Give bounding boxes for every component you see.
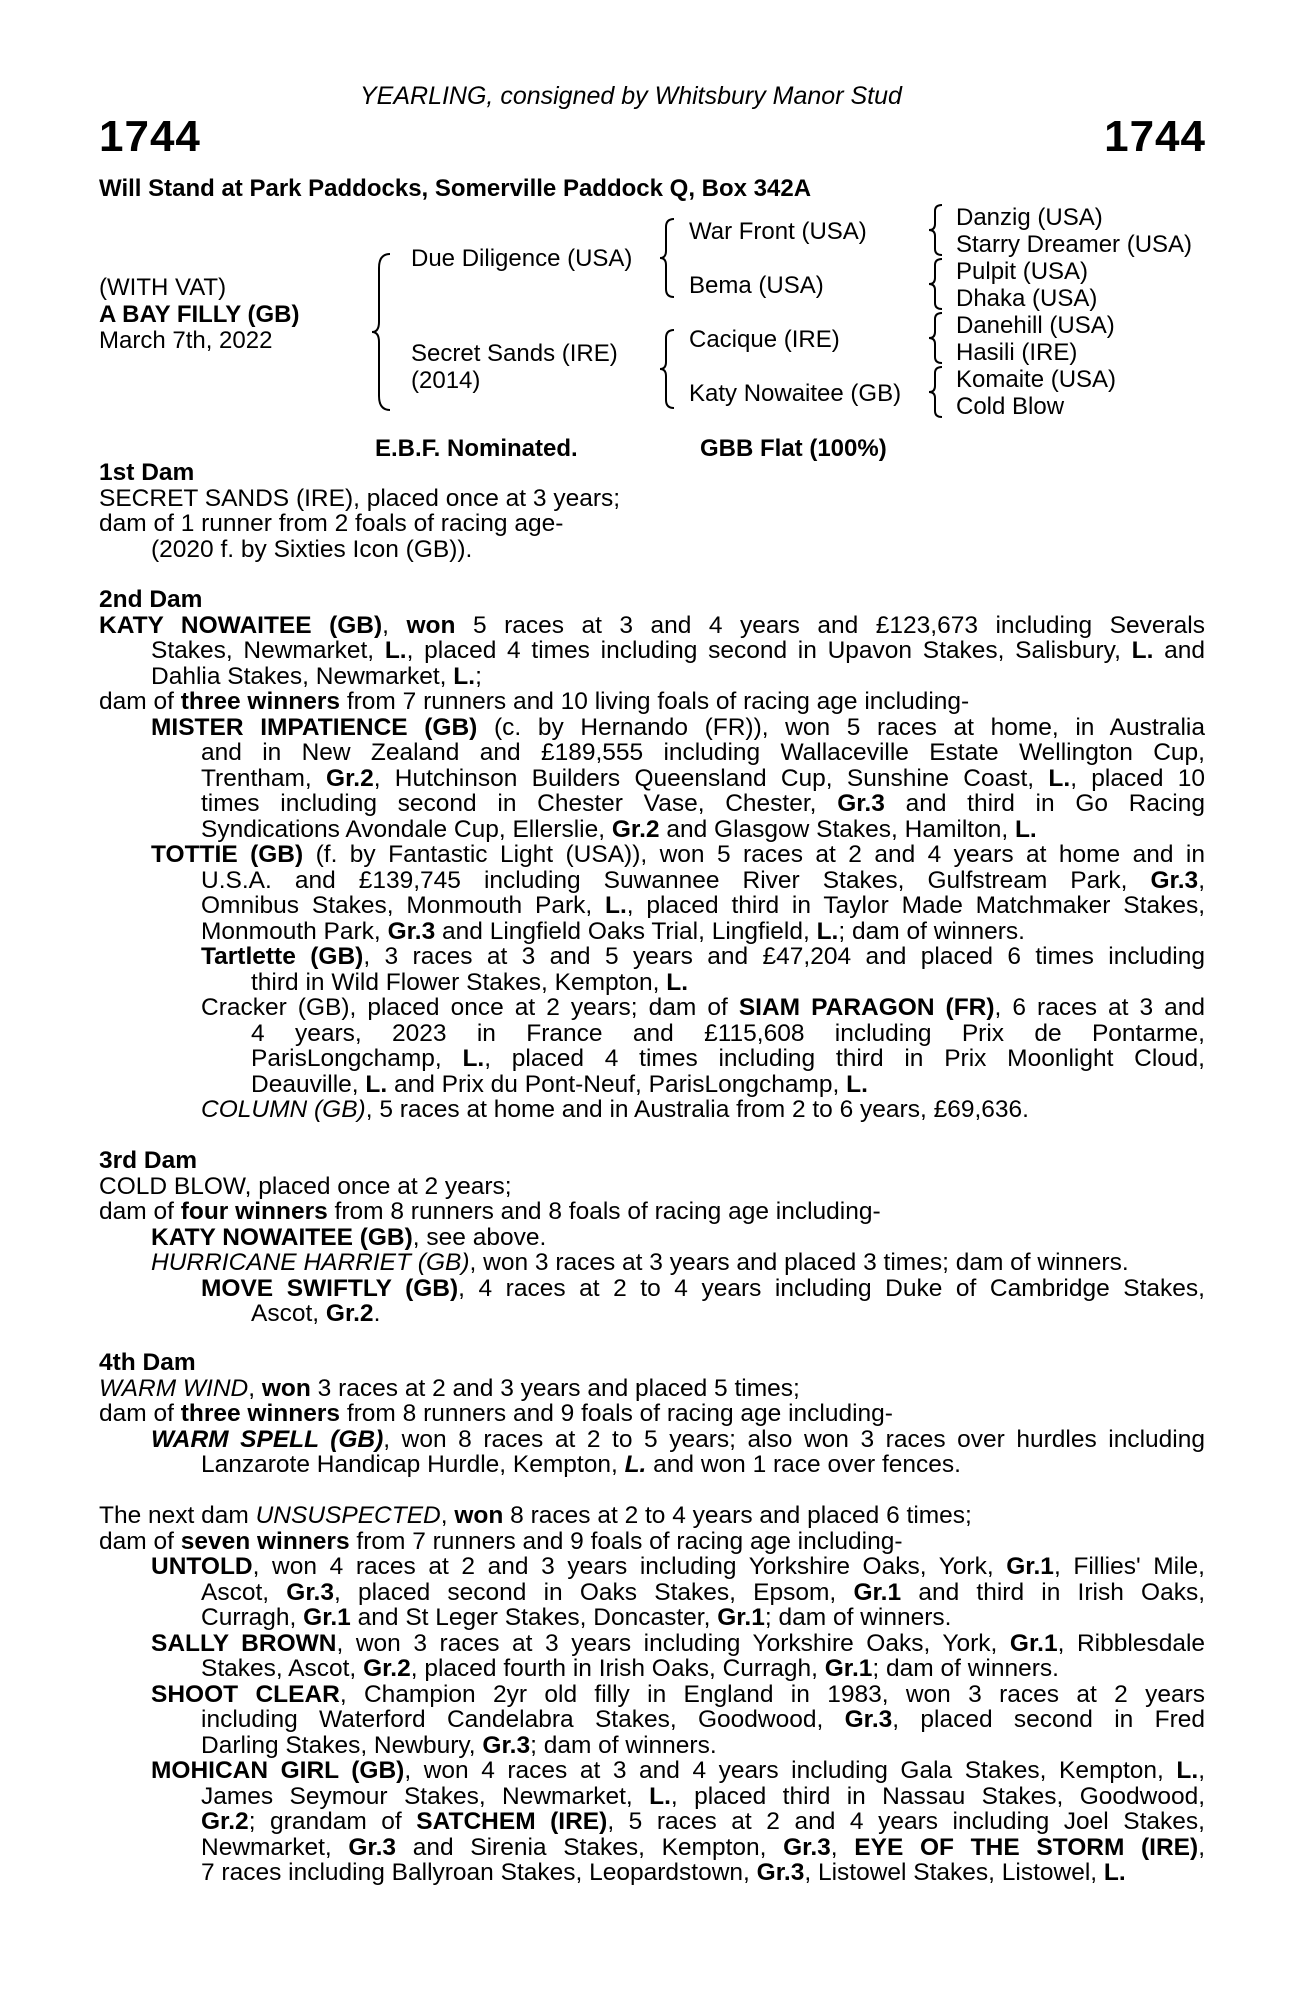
text-line: dam of four winners from 8 runners and 8 foals of racing age including- (99, 1198, 881, 1225)
text-line: Stakes, Ascot, Gr.2, placed fourth in Irish Oaks, Curragh, Gr.1; dam of winners. (201, 1655, 1059, 1682)
text-line: Cracker (GB), placed once at 2 years; dam of SIAM PARAGON (FR), 6 races at 3 and (201, 994, 1205, 1021)
text-line: including Waterford Candelabra Stakes, Goodwood, Gr.3, placed second in Fred (201, 1706, 1205, 1733)
ggs-4: Komaite (USA) (956, 366, 1117, 393)
text-line: dam of three winners from 7 runners and 10 living foals of racing age including- (99, 688, 970, 715)
vat-note: (WITH VAT) (99, 274, 227, 301)
brace-dam-parents (657, 328, 677, 410)
text-line: Ascot, Gr.2. (251, 1300, 381, 1327)
gbb-note: GBB Flat (100%) (700, 435, 887, 462)
brace-warfront (926, 203, 946, 257)
text-line: 4 years, 2023 in France and £115,608 including Prix de Pontarme, (251, 1019, 1205, 1047)
text-line: SALLY BROWN, won 3 races at 3 years including Yorkshire Oaks, York, Gr.1, Ribblesdale (151, 1629, 1206, 1657)
text-line: HURRICANE HARRIET (GB), won 3 races at 3 years and placed 3 times; dam of winners. (151, 1249, 1129, 1276)
text-line: (2020 f. by Sixties Icon (GB)). (151, 535, 473, 563)
text-line: MOHICAN GIRL (GB), won 4 races at 3 and 4 years including Gala Stakes, Kempton, L., (151, 1757, 1206, 1784)
text-line: Curragh, Gr.1 and St Leger Stakes, Doncaster, Gr.1; dam of winners. (201, 1604, 952, 1631)
text-line: dam of 1 runner from 2 foals of racing age- (99, 510, 564, 537)
text-line: The next dam UNSUSPECTED, won 8 races at 2 to 4 years and placed 6 times; (99, 1502, 972, 1529)
lot-number-right: 1744 (1104, 112, 1206, 161)
text-line: Omnibus Stakes, Monmouth Park, L., placed third in Taylor Made Matchmaker Stakes, (201, 892, 1205, 919)
dam-of-dam: Katy Nowaitee (GB) (689, 380, 902, 407)
brace-generation-1 (370, 252, 394, 412)
horse-name: A BAY FILLY (GB) (99, 301, 300, 328)
third-dam-section (99, 1148, 1205, 1327)
text-line: U.S.A. and £139,745 including Suwannee River Stakes, Gulfstream Park, Gr.3, (201, 866, 1205, 894)
text-line: Syndications Avondale Cup, Ellerslie, Gr.2 and Glasgow Stakes, Hamilton, L. (201, 815, 1037, 843)
foaling-date: March 7th, 2022 (99, 327, 273, 354)
text-line: Ascot, Gr.3, placed second in Oaks Stakes, Epsom, Gr.1 and third in Irish Oaks, (201, 1578, 1206, 1606)
text-line: TOTTIE (GB) (f. by Fantastic Light (USA)), won 5 races at 2 and 4 years at home and in (151, 841, 1205, 868)
text-line: KATY NOWAITEE (GB), see above. (151, 1223, 547, 1251)
text-line: third in Wild Flower Stakes, Kempton, L. (251, 968, 689, 996)
next-dam-section (99, 1503, 1205, 1886)
brace-sire-parents (657, 217, 677, 299)
text-line: James Seymour Stakes, Newmarket, L., placed third in Nassau Stakes, Goodwood, (201, 1782, 1205, 1810)
text-line: SHOOT CLEAR, Champion 2yr old filly in England in 1983, won 3 races at 2 years (151, 1680, 1205, 1708)
text-line: COLUMN (GB), 5 races at home and in Australia from 2 to 6 years, £69,636. (201, 1096, 1029, 1123)
text-line: WARM WIND, won 3 races at 2 and 3 years and placed 5 times; (99, 1374, 800, 1402)
ggd-4: Cold Blow (956, 393, 1065, 420)
text-line: MISTER IMPATIENCE (GB) (c. by Hernando (FR)), won 5 races at home, in Australia (151, 713, 1206, 741)
text-line: ParisLongchamp, L., placed 4 times including third in Prix Moonlight Cloud, (251, 1045, 1205, 1072)
section-heading: 1st Dam (99, 459, 195, 486)
brace-katy (926, 365, 946, 419)
text-line: Monmouth Park, Gr.3 and Lingfield Oaks Trial, Lingfield, L.; dam of winners. (201, 917, 1025, 945)
text-line: KATY NOWAITEE (GB), won 5 races at 3 and 4 years and £123,673 including Severals (99, 611, 1205, 639)
brace-cacique (926, 311, 946, 365)
text-line: SECRET SANDS (IRE), placed once at 3 years; (99, 484, 621, 512)
stand-location: Will Stand at Park Paddocks, Somerville Paddock Q, Box 342A (99, 175, 812, 202)
sire-of-sire: War Front (USA) (689, 218, 867, 245)
ggd-3: Hasili (IRE) (956, 339, 1078, 366)
dam: Secret Sands (IRE) (411, 340, 618, 367)
ggd-1: Starry Dreamer (USA) (956, 231, 1193, 258)
text-line: COLD BLOW, placed once at 2 years; (99, 1172, 512, 1200)
lot-number-left: 1744 (99, 112, 201, 161)
section-heading: 4th Dam (99, 1349, 196, 1376)
second-dam-section (99, 587, 1205, 1123)
text-line: Dahlia Stakes, Newmarket, L.; (151, 662, 482, 690)
section-heading: 3rd Dam (99, 1147, 198, 1174)
text-line: Stakes, Newmarket, L., placed 4 times including second in Upavon Stakes, Salisbury, L. and (151, 637, 1206, 664)
brace-bema (926, 257, 946, 311)
text-line: and in New Zealand and £189,555 including Wallaceville Estate Wellington Cup, (201, 739, 1205, 766)
dam-of-sire: Bema (USA) (689, 272, 824, 299)
text-line: Trentham, Gr.2, Hutchinson Builders Queensland Cup, Sunshine Coast, L., placed 10 (201, 764, 1205, 792)
ebf-note: E.B.F. Nominated. (375, 435, 578, 462)
sire-of-dam: Cacique (IRE) (689, 326, 840, 353)
text-line: times including second in Chester Vase, Chester, Gr.3 and third in Go Racing (201, 790, 1205, 817)
text-line: dam of three winners from 8 runners and 9 foals of racing age including- (99, 1400, 893, 1427)
text-line: Newmarket, Gr.3 and Sirenia Stakes, Kempton, Gr.3, EYE OF THE STORM (IRE), (201, 1833, 1205, 1861)
ggd-2: Dhaka (USA) (956, 285, 1098, 312)
text-line: 7 races including Ballyroan Stakes, Leopardstown, Gr.3, Listowel Stakes, Listowel, L. (201, 1859, 1126, 1886)
first-dam-section (99, 460, 1205, 562)
ggs-1: Danzig (USA) (956, 204, 1103, 231)
text-line: dam of seven winners from 7 runners and 9 foals of racing age including- (99, 1527, 903, 1555)
text-line: Tartlette (GB), 3 races at 3 and 5 years and £47,204 and placed 6 times including (201, 943, 1205, 970)
text-line: WARM SPELL (GB), won 8 races at 2 to 5 years; also won 3 races over hurdles including (151, 1425, 1206, 1453)
text-line: Lanzarote Handicap Hurdle, Kempton, L. and won 1 race over fences. (201, 1451, 961, 1478)
ggs-3: Danehill (USA) (956, 312, 1115, 339)
dam-year: (2014) (411, 367, 481, 394)
text-line: MOVE SWIFTLY (GB), 4 races at 2 to 4 years including Duke of Cambridge Stakes, (201, 1274, 1205, 1302)
text-line: Deauville, L. and Prix du Pont-Neuf, ParisLongchamp, L. (251, 1070, 868, 1098)
text-line: Gr.2; grandam of SATCHEM (IRE), 5 races at 2 and 4 years including Joel Stakes, (201, 1808, 1205, 1835)
ggs-2: Pulpit (USA) (956, 258, 1089, 285)
section-heading: 2nd Dam (99, 586, 203, 613)
sire: Due Diligence (USA) (411, 245, 633, 272)
fourth-dam-section (99, 1350, 1205, 1478)
text-line: UNTOLD, won 4 races at 2 and 3 years including Yorkshire Oaks, York, Gr.1, Fillies' Mile, (151, 1553, 1205, 1580)
text-line: Darling Stakes, Newbury, Gr.3; dam of winners. (201, 1731, 717, 1759)
consignor-subtitle: YEARLING, consigned by Whitsbury Manor Stud (360, 82, 902, 110)
